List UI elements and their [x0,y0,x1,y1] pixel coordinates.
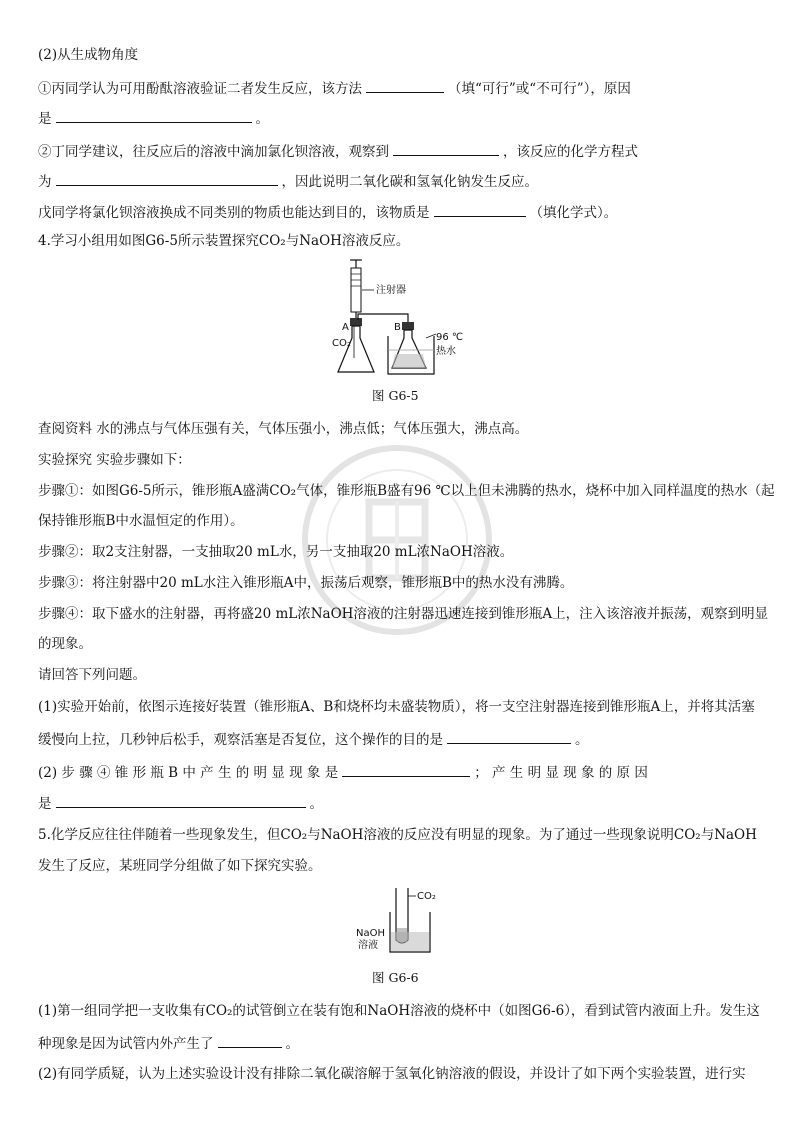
flask-a-label: A [342,322,349,333]
question-wu: 戊同学将氯化钡溶液换成不同类别的物质也能达到目的，该物质是 （填化学式）。 [38,202,617,222]
test-tube-figure-g6-6 [352,884,442,956]
answer-blank[interactable] [447,729,571,744]
sub-question-2-cont: 是 。 [38,793,323,813]
step-4: 步骤④：取下盛水的注射器，再将盛20 mL浓NaOH溶液的注射器迅速连接到锥形瓶A上，注入该溶液并振荡，观察到明显 [38,606,769,622]
step-4-cont: 的现象。 [38,636,92,652]
reference-info: 查阅资料 水的沸点与气体压强有关，气体压强小，沸点低；气体压强大，沸点高。 [38,421,529,437]
question-5-title-cont: 发生了反应，某班同学分组做了如下探究实验。 [38,858,322,874]
answer-blank[interactable] [434,202,526,217]
step-3: 步骤③：将注射器中20 mL水注入锥形瓶A中，振荡后观察，锥形瓶B中的热水没有沸腾。 [38,575,574,591]
temperature-label: 96 ℃ [436,332,464,343]
hot-water-label: 热水 [436,346,456,357]
answer-blank[interactable] [393,141,499,156]
sub-question-2: (2) 步 骤 ④ 锥 形 瓶 B 中 产 生 的 明 显 现 象 是 ； 产 生 明 显 现 象 的 原 因 [38,762,648,782]
answer-blank[interactable] [56,108,252,123]
syringe-label: 注射器 [376,285,406,296]
question-ding: ②丁同学建议，往反应后的溶液中滴加氯化钡溶液，观察到 ，该反应的化学方程式 [38,141,638,161]
co2-label: CO₂ [332,338,351,349]
flask-b-label: B [394,322,401,333]
experiment-heading: 实验探究 实验步骤如下： [38,452,191,468]
step-1-cont: 保持锥形瓶B中水温恒定的作用）。 [38,513,244,529]
figure-caption-g6-5: 图 G6-5 [372,388,419,403]
sub-question-1-cont: 缓慢向上拉，几秒钟后松手，观察活塞是否复位，这个操作的目的是 。 [38,729,589,749]
question-ding-equation: 为 ，因此说明二氧化碳和氢氧化钠发生反应。 [38,171,538,191]
question-5-title: 5.化学反应往往伴随着一些现象发生，但CO₂与NaOH溶液的反应没有明显的现象。为了通过一些现象说明CO₂与NaOH [38,827,757,843]
group-2-question: (2)有同学质疑，认为上述实验设计没有排除二氧化碳溶解于氢氧化钠溶液的假设，并设计了如下两个实验装置，进行实 [38,1066,746,1082]
step-2: 步骤②：取2支注射器，一支抽取20 mL水，另一支抽取20 mL浓NaOH溶液。 [38,544,514,560]
sub-question-1: (1)实验开始前，依图示连接好装置（锥形瓶A、B和烧杯均未盛装物质），将一支空注射器连接到锥形瓶A上，并将其活塞 [38,699,755,715]
question-bing-reason: 是 。 [38,108,269,128]
answer-blank[interactable] [218,1033,282,1048]
co2-label: CO₂ [417,891,436,902]
answer-blank[interactable] [342,762,470,777]
group-1-experiment: (1)第一组同学把一支收集有CO₂的试管倒立在装有饱和NaOH溶液的烧杯中（如图G6-6），看到试管内液面上升。发生这 [38,1003,760,1019]
answer-blank[interactable] [366,78,444,93]
question-bing: ①丙同学认为可用酚酞溶液验证二者发生反应，该方法 （填“可行”或“不可行”），原因 [38,78,631,98]
answer-blank[interactable] [56,793,306,808]
apparatus-figure-g6-5 [322,258,472,380]
step-1: 步骤①：如图G6-5所示，锥形瓶A盛满CO₂气体，锥形瓶B盛有96 ℃以上但未沸腾的热水，烧杯中加入同样温度的热水（起 [38,483,775,499]
group-1-experiment-cont: 种现象是因为试管内外产生了 。 [38,1033,299,1053]
solution-label: 溶液 [358,940,378,951]
section-heading: (2)从生成物角度 [38,47,139,63]
question-4-title: 4.学习小组用如图G6-5所示装置探究CO₂与NaOH溶液反应。 [38,233,410,249]
answer-instruction: 请回答下列问题。 [38,667,146,683]
answer-blank[interactable] [56,171,278,186]
naoh-label: NaOH [356,928,385,939]
figure-caption-g6-6: 图 G6-6 [372,970,419,985]
